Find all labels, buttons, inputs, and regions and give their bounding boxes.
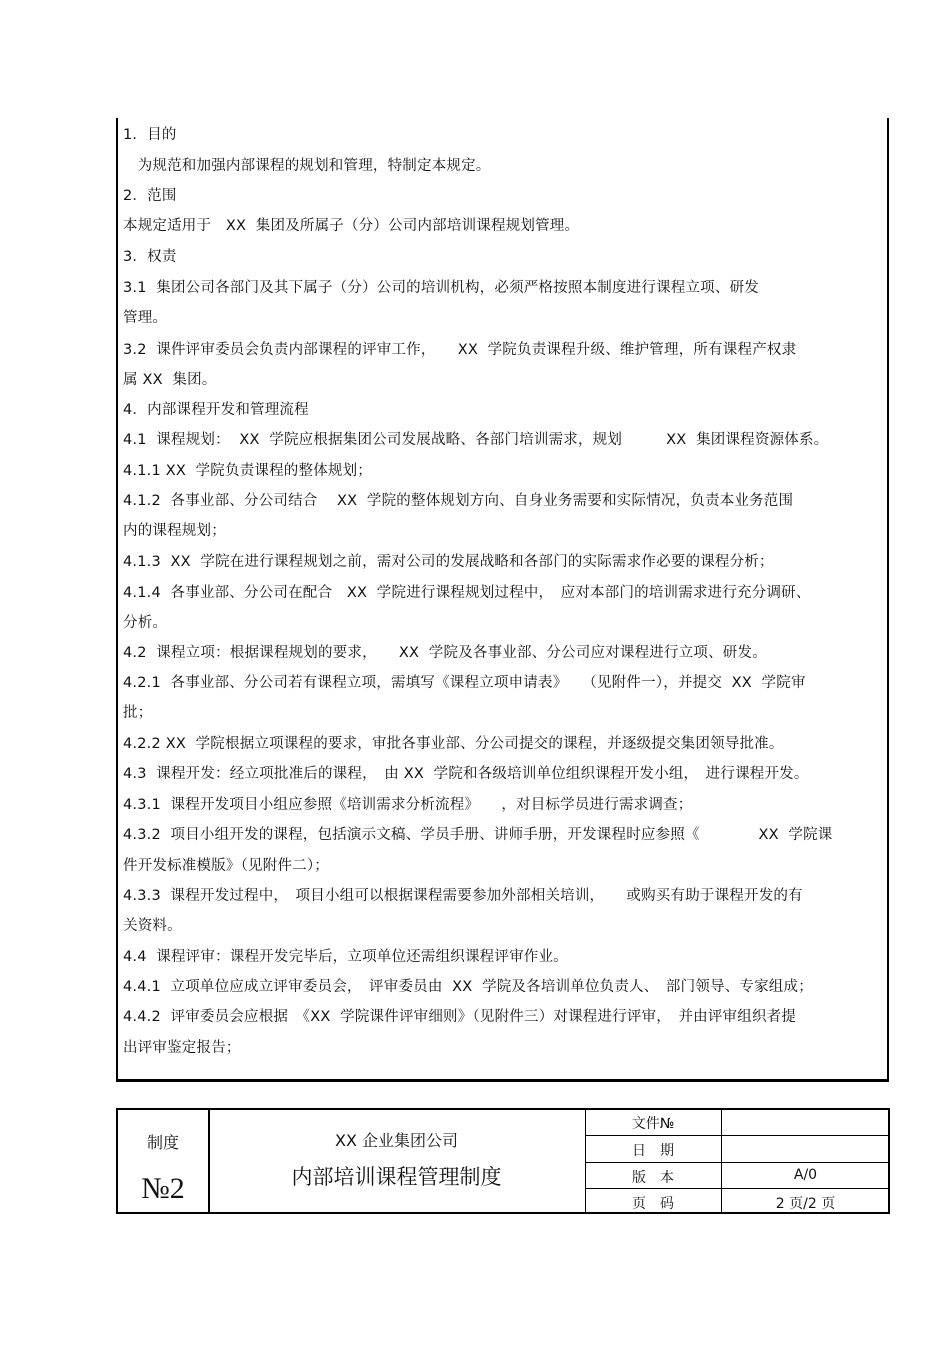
body-line: 4.1.3 XX 学院在进行课程规划之前，需对公司的发展战略和各部门的实际需求作必要的课程分析； (123, 554, 774, 570)
body-line: 4.3 课程开发：经立项批准后的课程， 由 XX 学院和各级培训单位组织课程开发小组， 进行课程开发。 (123, 766, 809, 782)
body-line: 4.1 课程规划： XX 学院应根据集团公司发展战略、各部门培训需求，规划 XX 集团课程资源体系。 (123, 432, 829, 448)
field-label-date: 日 期 (632, 1143, 674, 1159)
body-line: 3.1 集团公司各部门及其下属子（分）公司的培训机构，必须严格按照本制度进行课程立项、研发 (123, 280, 759, 296)
body-line: 本规定适用于 XX 集团及所属子（分）公司内部培训课程规划管理。 (123, 218, 580, 234)
body-line: 4.1.2 各事业部、分公司结合 XX 学院的整体规划方向、自身业务需要和实际情况，负责本业务范围 (123, 493, 794, 509)
body-line: 4．内部课程开发和管理流程 (123, 402, 309, 418)
body-line: 内的课程规划； (123, 523, 226, 539)
body-line: 属 XX 集团。 (123, 372, 217, 388)
footer-row-line (585, 1162, 888, 1163)
body-line: 4.3.1 课程开发项目小组应参照《培训需求分析流程》 ，对目标学员进行需求调查； (123, 797, 693, 813)
field-value-page: 2 页/2 页 (775, 1196, 836, 1212)
company-name: XX 企业集团公司 (334, 1131, 458, 1150)
body-line: 4.3.3 课程开发过程中， 项目小组可以根据课程需要参加外部相关培训， 或购买有助于课程开发的有 (123, 888, 803, 904)
body-line: 4.2.1 各事业部、分公司若有课程立项，需填写《课程立项申请表》 （见附件一），并提交 XX 学院审 (123, 675, 806, 691)
body-line: 4.2 课程立项：根据课程规划的要求， XX 学院及各事业部、分公司应对课程进行立项、研发。 (123, 645, 767, 661)
footer-table (116, 1108, 890, 1214)
body-line: 4.1.4 各事业部、分公司在配合 XX 学院进行课程规划过程中， 应对本部门的培训需求进行充分调研、 (123, 585, 811, 601)
body-line: 为规范和加强内部课程的规划和管理，特制定本规定。 (123, 158, 491, 174)
body-line: 2．范围 (123, 188, 177, 204)
field-label-version: 版 本 (632, 1170, 674, 1186)
doc-title: 内部培训课程管理制度 (291, 1165, 502, 1189)
body-line: 4.3.2 项目小组开发的课程，包括演示文稿、学员手册、讲师手册，开发课程时应参照《 XX 学院课 (123, 827, 833, 843)
body-line: 4.4.1 立项单位应成立评审委员会， 评审委员由 XX 学院及各培训单位负责人、 部门领导、专家组成； (123, 979, 813, 995)
field-label-page: 页 码 (632, 1196, 674, 1212)
body-line: 管理。 (123, 310, 168, 326)
field-label-docno: 文件№ (631, 1116, 675, 1132)
body-line: 4.1.1 XX 学院负责课程的整体规划； (123, 463, 372, 479)
category-label: 制度 (146, 1133, 179, 1152)
doc-number: №2 (141, 1172, 185, 1205)
footer-row-line (585, 1135, 888, 1136)
body-line: 4.2.2 XX 学院根据立项课程的要求，审批各事业部、分公司提交的课程，并逐级提交集团领导批准。 (123, 736, 784, 752)
body-line: 3.2 课件评审委员会负责内部课程的评审工作， XX 学院负责课程升级、维护管理，所有课程产权隶 (123, 342, 797, 358)
body-line: 件开发标准模版》（见附件二）； (123, 858, 329, 874)
body-line: 关资料。 (123, 918, 182, 934)
body-line: 批； (123, 705, 153, 721)
body-line: 4.4 课程评审：课程开发完毕后，立项单位还需组织课程评审作业。 (123, 949, 568, 965)
body-line: 3．权责 (123, 249, 177, 265)
field-value-version: A/0 (793, 1167, 818, 1183)
body-line: 分析。 (123, 615, 168, 631)
body-line: 1．目的 (123, 127, 177, 143)
body-line: 出评审鉴定报告； (123, 1040, 241, 1056)
footer-row-line (585, 1188, 888, 1189)
body-line: 4.4.2 评审委员会应根据 《XX 学院课件评审细则》（见附件三）对课程进行评审， 并由评审组织者提 (123, 1009, 797, 1025)
